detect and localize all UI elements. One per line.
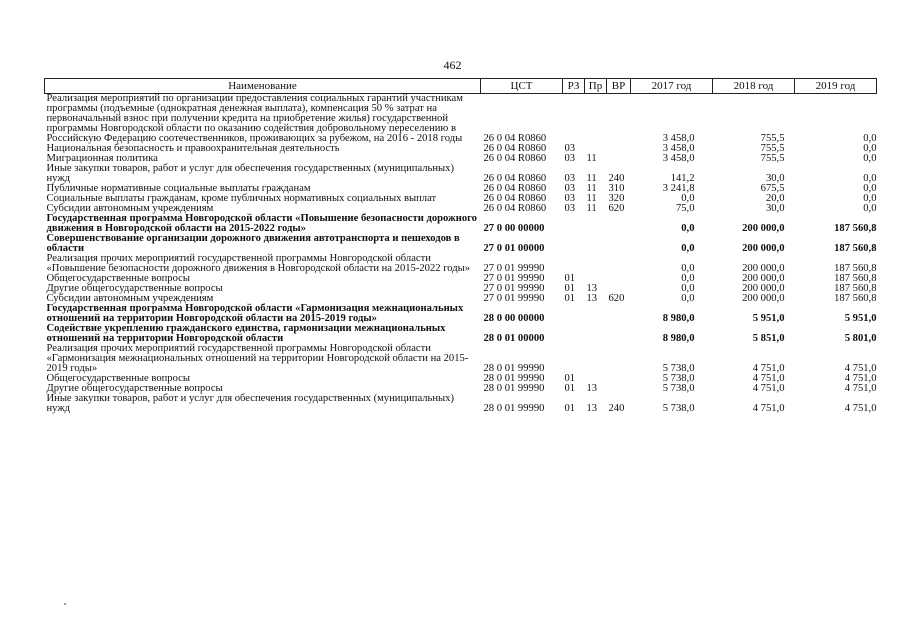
row-rz: 03: [564, 193, 576, 204]
row-pr: 11: [586, 173, 597, 184]
table-row: [45, 394, 877, 414]
row-vr: [607, 94, 631, 145]
row-cst: 26 0 04 R0860: [483, 193, 547, 204]
header-cst: ЦСТ: [481, 79, 563, 94]
row-name: Реализация мероприятий по организации предоставления социальных гарантий участникам программы (подъемные (однократная денежная выплата), компенсация 50 % затрат на первоначальный взнос при получении кредита на приобретение жилья) государственной программы Новгородской области по оказанию содействия добровольному переселению в Российскую Федерацию соотечественников, проживающих за рубежом, на 2016 - 2018 годы: [46, 93, 463, 144]
header-name: Наименование: [45, 79, 481, 94]
row-name: Публичные нормативные социальные выплаты гражданам: [46, 183, 311, 194]
row-pr: [585, 304, 607, 324]
row-vr: 240: [608, 403, 625, 414]
row-rz: 03: [564, 143, 576, 154]
row-name: Реализация прочих мероприятий государственной программы Новгородской области «Повышение безопасности дорожного движения в Новгородской области на 2015-2022 годы»: [46, 253, 471, 274]
row-cst: 26 0 04 R0860: [483, 183, 547, 194]
row-2019: 0,0: [863, 203, 877, 214]
row-2018: 755,5: [760, 143, 785, 154]
row-2017: 0,0: [681, 243, 695, 254]
row-2018: 30,0: [765, 173, 785, 184]
row-2017: 5 738,0: [662, 363, 695, 374]
row-2017: 5 738,0: [662, 383, 695, 394]
row-2017: 75,0: [675, 203, 695, 214]
row-2018: 4 751,0: [752, 403, 785, 414]
table-row: [45, 304, 877, 324]
row-2019: 0,0: [863, 153, 877, 164]
row-cst: 27 0 00 00000: [483, 223, 545, 234]
row-2019: 4 751,0: [844, 363, 877, 374]
row-rz: 03: [564, 153, 576, 164]
row-2017: 0,0: [681, 273, 695, 284]
row-2019: 187 560,8: [834, 243, 877, 254]
table-row: [45, 144, 877, 154]
row-cst: 27 0 01 99990: [483, 293, 545, 304]
row-vr: [607, 304, 631, 324]
row-2018: 200 000,0: [742, 293, 785, 304]
row-vr: [607, 384, 631, 394]
row-vr: [607, 214, 631, 234]
row-rz: 01: [564, 373, 576, 384]
row-pr: 11: [586, 193, 597, 204]
row-2019: 0,0: [863, 173, 877, 184]
row-pr: 11: [586, 203, 597, 214]
row-2018: 5 951,0: [752, 313, 785, 324]
row-2018: 755,5: [760, 133, 785, 144]
row-rz: 03: [564, 203, 576, 214]
row-cst: 28 0 01 99990: [483, 363, 545, 374]
row-2019: 187 560,8: [834, 223, 877, 234]
header-2018: 2018 год: [713, 79, 795, 94]
row-pr: [585, 324, 607, 344]
row-2019: 187 560,8: [834, 263, 877, 274]
row-pr: 13: [586, 283, 598, 294]
row-cst: 28 0 01 00000: [483, 333, 545, 344]
row-2019: 4 751,0: [844, 383, 877, 394]
header-vr: ВР: [607, 79, 631, 94]
row-2018: 675,5: [760, 183, 785, 194]
row-2019: 0,0: [863, 143, 877, 154]
row-vr: [607, 374, 631, 384]
table-row: [45, 164, 877, 184]
table-header-row: [45, 79, 877, 94]
row-pr: 13: [586, 383, 598, 394]
row-pr: [585, 344, 607, 374]
row-name: Иные закупки товаров, работ и услуг для обеспечения государственных (муниципальных) нужд: [46, 163, 454, 184]
row-pr: [585, 234, 607, 254]
table-row: [45, 344, 877, 374]
row-name: Субсидии автономным учреждениям: [46, 293, 214, 304]
row-2017: 5 738,0: [662, 373, 695, 384]
scan-mark: [64, 603, 66, 605]
row-rz: [563, 324, 585, 344]
row-2019: 187 560,8: [834, 273, 877, 284]
table-row: [45, 254, 877, 274]
row-pr: [585, 94, 607, 145]
row-2019: 0,0: [863, 183, 877, 194]
row-vr: [607, 254, 631, 274]
row-2019: 0,0: [863, 133, 877, 144]
row-cst: 26 0 04 R0860: [483, 143, 547, 154]
row-name: Государственная программа Новгородской области «Повышение безопасности дорожного движения в Новгородской области на 2015-2022 годы»: [46, 213, 477, 234]
row-name: Совершенствование организации дорожного движения автотранспорта и пешеходов в области: [46, 233, 460, 254]
row-rz: [563, 214, 585, 234]
row-2017: 0,0: [681, 263, 695, 274]
header-2019: 2019 год: [795, 79, 877, 94]
row-2018: 200 000,0: [742, 243, 785, 254]
row-2018: 20,0: [765, 193, 785, 204]
page-number: 462: [443, 58, 462, 72]
row-pr: 13: [586, 293, 598, 304]
row-2017: 3 458,0: [662, 133, 695, 144]
table-row: [45, 214, 877, 234]
row-cst: 26 0 04 R0860: [483, 203, 547, 214]
row-cst: 28 0 00 00000: [483, 313, 545, 324]
row-2017: 0,0: [681, 223, 695, 234]
row-name: Содействие укреплению гражданского единства, гармонизации межнациональных отношений на территории Новгородской области: [46, 323, 446, 344]
row-name: Государственная программа Новгородской области «Гармонизация межнациональных отношений на территории Новгородской области на 2015-2019 годы»: [46, 303, 464, 324]
header-2017: 2017 год: [631, 79, 713, 94]
row-rz: [563, 304, 585, 324]
row-vr: 320: [608, 193, 625, 204]
row-pr: 11: [586, 153, 597, 164]
row-name: Национальная безопасность и правоохранительная деятельность: [46, 143, 340, 154]
row-rz: [563, 94, 585, 145]
row-2018: 30,0: [765, 203, 785, 214]
row-pr: 13: [586, 403, 598, 414]
row-name: Общегосударственные вопросы: [46, 273, 190, 284]
row-2019: 5 951,0: [844, 313, 877, 324]
row-rz: 03: [564, 183, 576, 194]
row-2018: 200 000,0: [742, 263, 785, 274]
row-2018: 4 751,0: [752, 363, 785, 374]
row-cst: 28 0 01 99990: [483, 383, 545, 394]
row-2017: 8 980,0: [662, 313, 695, 324]
row-vr: [607, 274, 631, 284]
row-name: Иные закупки товаров, работ и услуг для обеспечения государственных (муниципальных) нужд: [46, 393, 454, 414]
row-rz: [563, 234, 585, 254]
row-cst: 27 0 01 99990: [483, 263, 545, 274]
row-rz: 01: [564, 283, 576, 294]
row-rz: 03: [564, 173, 576, 184]
row-rz: 01: [564, 273, 576, 284]
row-2017: 3 241,8: [662, 183, 695, 194]
row-vr: 620: [608, 293, 625, 304]
row-vr: 310: [608, 183, 625, 194]
row-2017: 5 738,0: [662, 403, 695, 414]
row-2019: 5 801,0: [844, 333, 877, 344]
row-2019: 187 560,8: [834, 293, 877, 304]
row-vr: 620: [608, 203, 625, 214]
row-vr: [607, 324, 631, 344]
header-pr: Пр: [585, 79, 607, 94]
row-cst: 27 0 01 00000: [483, 243, 545, 254]
row-rz: 01: [564, 293, 576, 304]
row-2019: 4 751,0: [844, 373, 877, 384]
row-2017: 0,0: [681, 283, 695, 294]
row-2018: 200 000,0: [742, 283, 785, 294]
row-2017: 141,2: [670, 173, 695, 184]
row-2017: 3 458,0: [662, 153, 695, 164]
row-2018: 5 851,0: [752, 333, 785, 344]
row-2019: 0,0: [863, 193, 877, 204]
table-body: [45, 94, 877, 415]
row-name: Реализация прочих мероприятий государственной программы Новгородской области «Гармонизация межнациональных отношений на территории Новгородской области на 2015-2019 годы»: [46, 343, 469, 374]
row-2019: 4 751,0: [844, 403, 877, 414]
row-cst: 26 0 04 R0860: [483, 173, 547, 184]
row-rz: 01: [564, 403, 576, 414]
row-2018: 200 000,0: [742, 223, 785, 234]
row-pr: 11: [586, 183, 597, 194]
row-cst: 28 0 01 99990: [483, 403, 545, 414]
row-name: Другие общегосударственные вопросы: [46, 383, 223, 394]
row-2018: 200 000,0: [742, 273, 785, 284]
row-cst: 27 0 01 99990: [483, 273, 545, 284]
row-vr: [607, 154, 631, 164]
row-name: Социальные выплаты гражданам, кроме публичных нормативных социальных выплат: [46, 193, 437, 204]
budget-table: [44, 78, 877, 414]
row-2018: 755,5: [760, 153, 785, 164]
table-row: [45, 234, 877, 254]
row-2017: 8 980,0: [662, 333, 695, 344]
row-rz: 01: [564, 383, 576, 394]
row-vr: [607, 234, 631, 254]
table-row: [45, 94, 877, 145]
row-rz: [563, 254, 585, 274]
row-name: Субсидии автономным учреждениям: [46, 203, 214, 214]
row-vr: 240: [608, 173, 625, 184]
row-rz: [563, 344, 585, 374]
row-cst: 26 0 04 R0860: [483, 133, 547, 144]
row-name: Миграционная политика: [46, 153, 158, 164]
table-row: [45, 324, 877, 344]
row-cst: 26 0 04 R0860: [483, 153, 547, 164]
row-2017: 0,0: [681, 193, 695, 204]
row-2017: 0,0: [681, 293, 695, 304]
row-vr: [607, 144, 631, 154]
row-pr: [585, 254, 607, 274]
row-pr: [585, 214, 607, 234]
row-2019: 187 560,8: [834, 283, 877, 294]
row-2017: 3 458,0: [662, 143, 695, 154]
row-2018: 4 751,0: [752, 383, 785, 394]
row-vr: [607, 344, 631, 374]
row-name: Другие общегосударственные вопросы: [46, 283, 223, 294]
row-cst: 27 0 01 99990: [483, 283, 545, 294]
row-name: Общегосударственные вопросы: [46, 373, 190, 384]
row-cst: 28 0 01 99990: [483, 373, 545, 384]
row-2018: 4 751,0: [752, 373, 785, 384]
header-rz: РЗ: [563, 79, 585, 94]
